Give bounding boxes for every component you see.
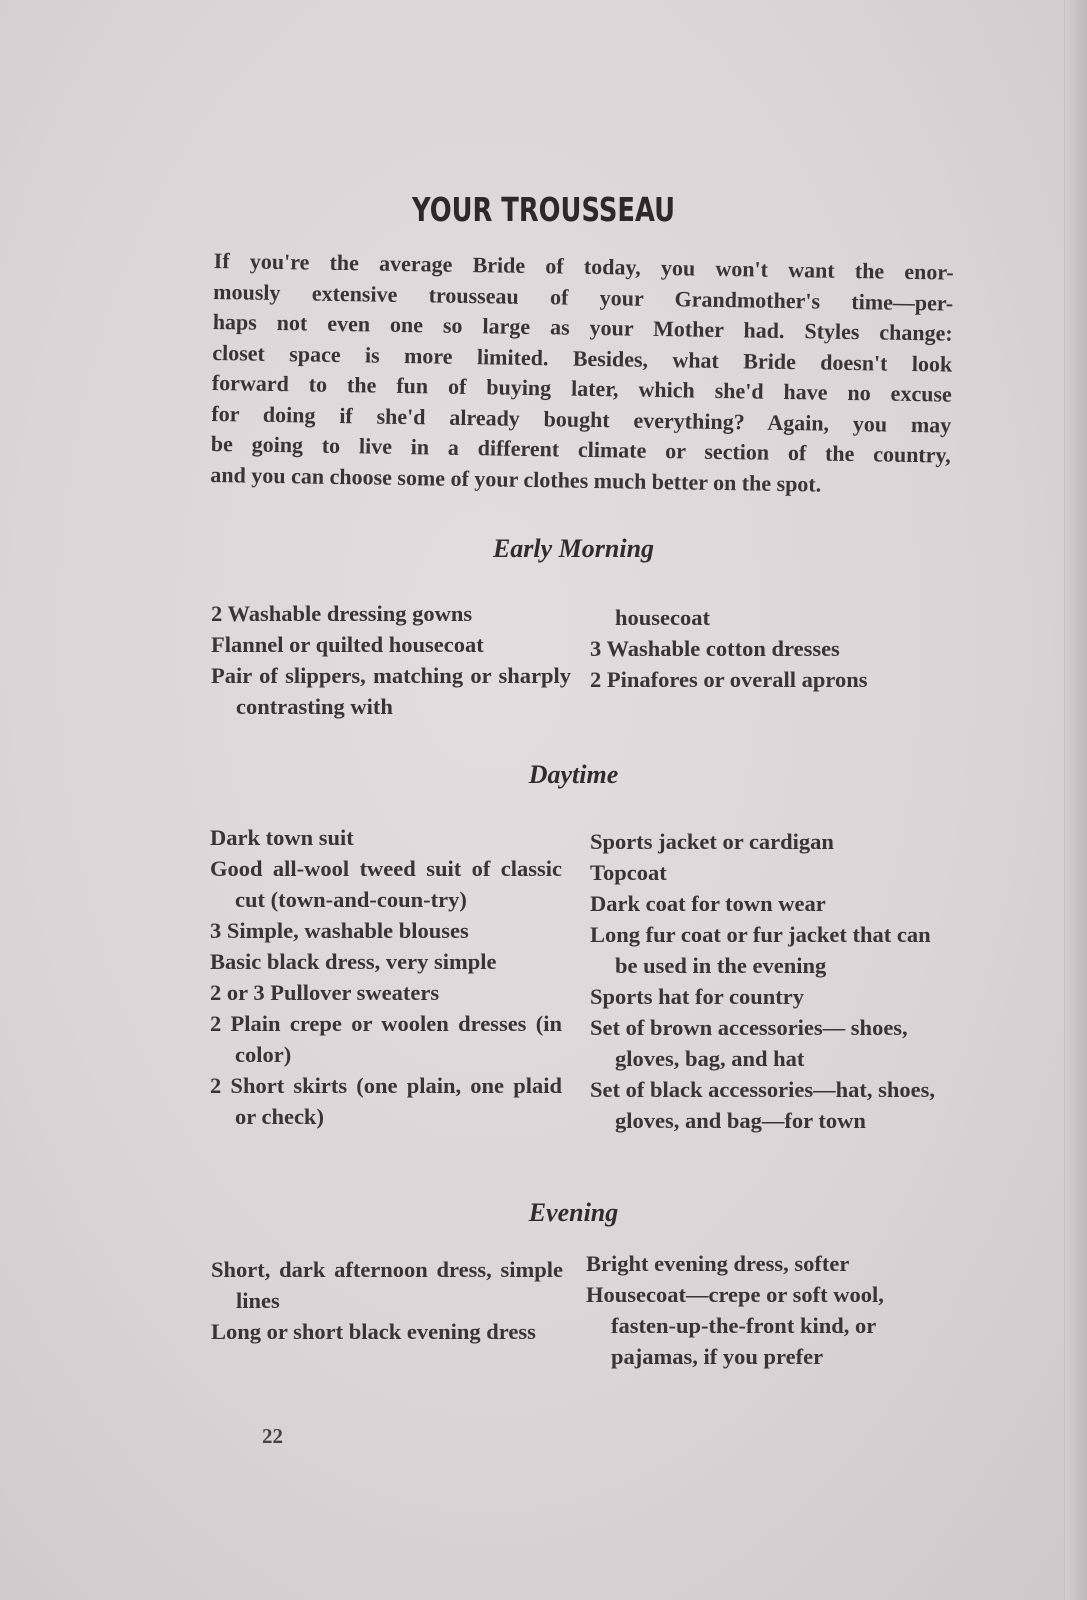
- list-item: 3 Washable cotton dresses: [590, 636, 840, 661]
- list-item: 2 Pinafores or overall aprons: [590, 667, 868, 692]
- daytime-right-column: [590, 826, 940, 1136]
- intro-line: haps not even one so large as your Mother had. Styles change:: [212, 308, 953, 346]
- list-item: Bright evening dress, softer: [586, 1251, 850, 1276]
- intro-line: be going to live in a different climate or section of the country,: [210, 430, 952, 468]
- intro-line: closet space is more limited. Besides, what Bride doesn't look: [212, 339, 953, 377]
- list-item: 2 Washable dressing gowns: [211, 601, 473, 626]
- list-item: Basic black dress, very simple: [210, 949, 497, 974]
- page-edge: [1064, 0, 1087, 1600]
- section-heading-daytime: Daytime: [528, 760, 619, 789]
- list-item: Housecoat—crepe or soft wool, fasten-up-the-front kind, or pajamas, if you prefer: [586, 1282, 884, 1369]
- list-item: Sports jacket or cardigan: [590, 829, 834, 854]
- list-item: Short, dark afternoon dress, simple lines: [211, 1257, 563, 1313]
- section-heading-evening: Evening: [528, 1198, 619, 1227]
- list-item: 2 or 3 Pullover sweaters: [210, 980, 440, 1005]
- list-item: housecoat: [615, 605, 710, 630]
- early-morning-left-column: [211, 598, 571, 722]
- list-item: Dark coat for town wear: [590, 891, 826, 916]
- list-item: Long fur coat or fur jacket that can be used in the evening: [590, 922, 931, 978]
- intro-line: forward to the fun of buying later, which she'd have no excuse: [211, 369, 952, 407]
- intro-line: and you can choose some of your clothes much better on the spot.: [210, 461, 822, 497]
- intro-line: If you're the average Bride of today, you won't want the enor-: [213, 247, 954, 285]
- evening-right-column: [586, 1248, 931, 1372]
- list-item: Topcoat: [590, 860, 667, 885]
- intro-line: for doing if she'd already bought everything? Again, you may: [211, 400, 952, 438]
- intro-paragraph: [210, 246, 954, 502]
- intro-line: mously extensive trousseau of your Grandmother's time—per-: [213, 278, 954, 316]
- list-item: Dark town suit: [210, 825, 354, 850]
- list-item: Sports hat for country: [590, 984, 804, 1009]
- list-item: Set of black accessories—hat, shoes, gloves, and bag—for town: [590, 1077, 935, 1133]
- page-number: 22: [262, 1424, 283, 1448]
- page-title: YOUR TROUSSEAU: [412, 190, 675, 229]
- list-item: Good all-wool tweed suit of classic cut (town-and-coun-try): [210, 856, 562, 912]
- list-item: Set of brown accessories— shoes, gloves, bag, and hat: [590, 1015, 908, 1071]
- daytime-left-column: [210, 822, 562, 1132]
- early-morning-right-column: [590, 602, 930, 695]
- list-item: Long or short black evening dress: [211, 1319, 536, 1344]
- section-heading-early-morning: Early Morning: [492, 534, 655, 563]
- list-item: Flannel or quilted housecoat: [211, 632, 484, 657]
- list-item: 2 Short skirts (one plain, one plaid or check): [210, 1073, 562, 1129]
- list-item: 3 Simple, washable blouses: [210, 918, 469, 943]
- list-item: Pair of slippers, matching or sharply contrasting with: [211, 663, 571, 719]
- evening-left-column: [211, 1254, 563, 1347]
- list-item: 2 Plain crepe or woolen dresses (in color): [210, 1011, 562, 1067]
